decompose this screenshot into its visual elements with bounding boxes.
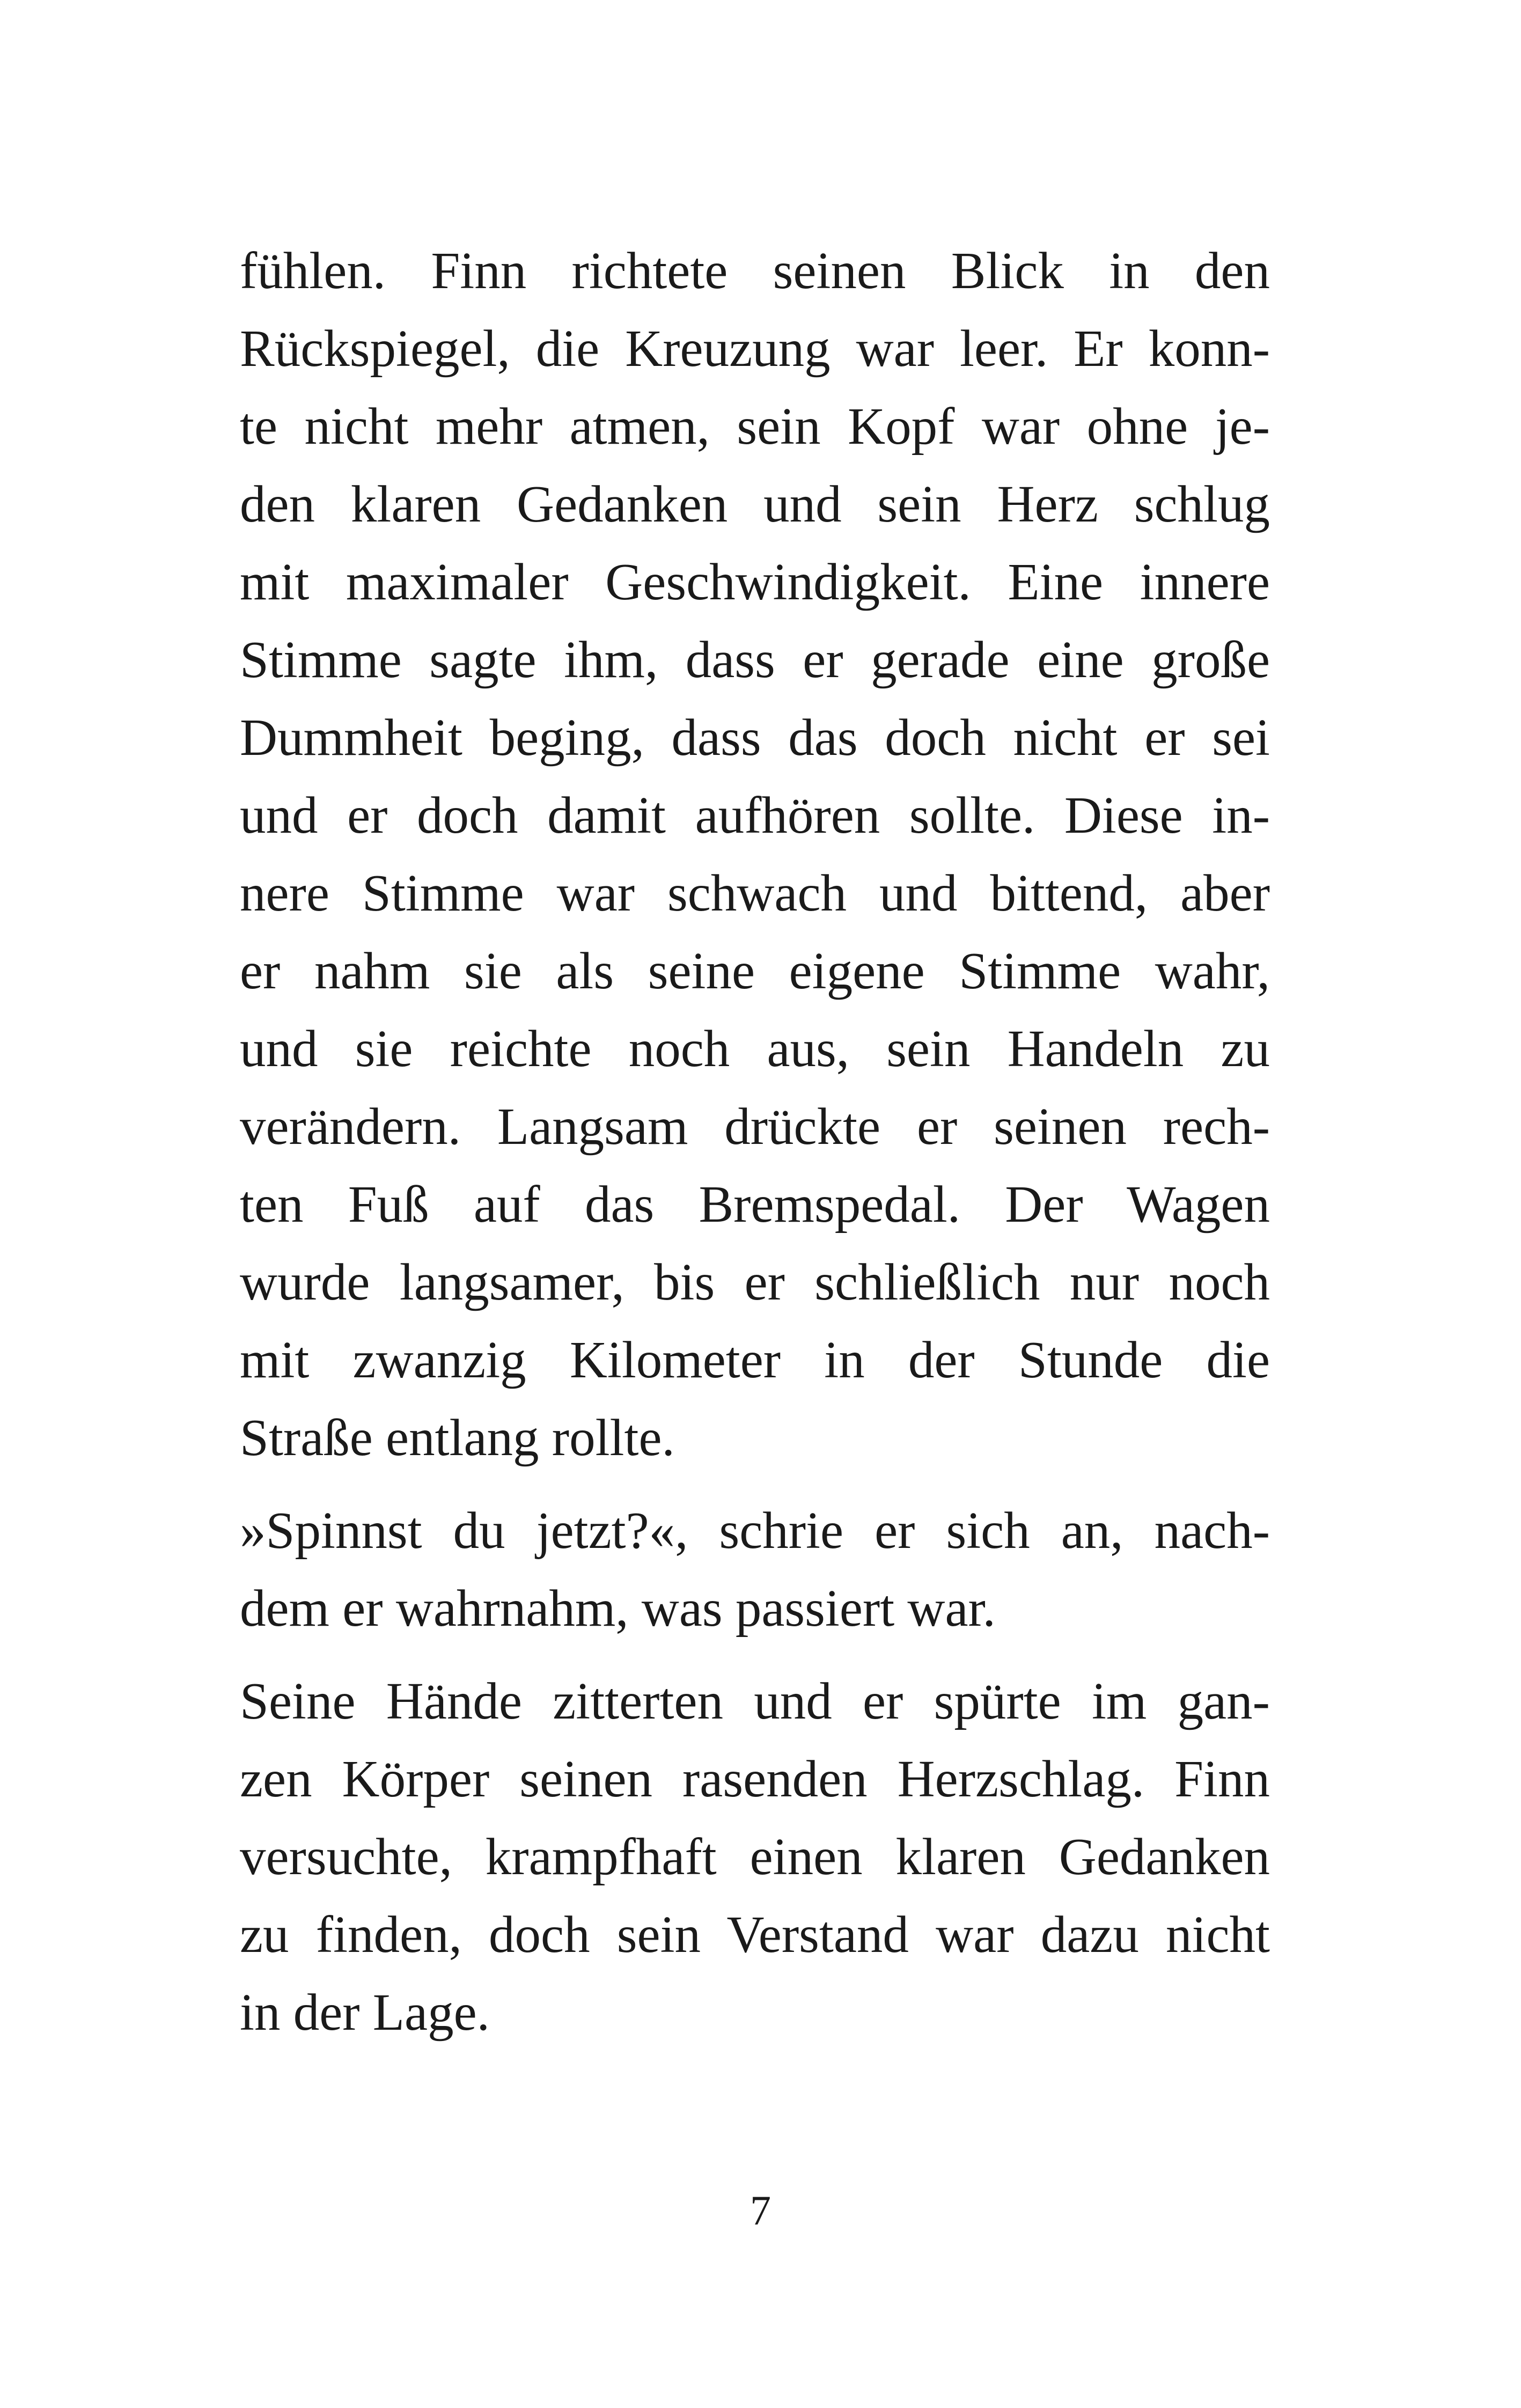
text-line: Stimme sagte ihm, dass er gerade eine große — [240, 631, 1270, 688]
text-line: ten Fuß auf das Bremspedal. Der Wagen — [240, 1176, 1270, 1233]
text-line: Rückspiegel, die Kreuzung war leer. Er konn- — [240, 320, 1270, 377]
body-text — [240, 232, 1270, 2051]
text-line: Seine Hände zitterten und er spürte im gan- — [240, 1672, 1270, 1730]
paragraph — [240, 1662, 1270, 2051]
text-line: verändern. Langsam drückte er seinen rech- — [240, 1098, 1270, 1155]
text-line: den klaren Gedanken und sein Herz schlug — [240, 475, 1270, 533]
text-line: zu finden, doch sein Verstand war dazu nicht — [240, 1906, 1270, 1963]
text-line: te nicht mehr atmen, sein Kopf war ohne je- — [240, 398, 1270, 455]
text-line: zen Körper seinen rasenden Herzschlag. Finn — [240, 1750, 1270, 1808]
text-line: mit maximaler Geschwindigkeit. Eine innere — [240, 553, 1270, 611]
text-line: versuchte, krampfhaft einen klaren Gedanken — [240, 1828, 1270, 1885]
text-line: mit zwanzig Kilometer in der Stunde die — [240, 1331, 1270, 1389]
text-line: fühlen. Finn richtete seinen Blick in den — [240, 242, 1270, 299]
text-line: in der Lage. — [240, 1984, 490, 2041]
text-line: dem er wahrnahm, was passiert war. — [240, 1580, 996, 1637]
page-number: 7 — [750, 2187, 771, 2234]
paragraph — [240, 1492, 1270, 1647]
text-line: nere Stimme war schwach und bittend, aber — [240, 864, 1270, 922]
text-line: er nahm sie als seine eigene Stimme wahr, — [240, 942, 1270, 1000]
paragraph — [240, 232, 1270, 1477]
text-line: Dummheit beging, dass das doch nicht er sei — [240, 709, 1270, 766]
text-line: »Spinnst du jetzt?«, schrie er sich an, nach- — [240, 1502, 1270, 1559]
text-line: und er doch damit aufhören sollte. Diese in- — [240, 787, 1270, 844]
text-line: wurde langsamer, bis er schließlich nur noch — [240, 1253, 1270, 1311]
text-line: und sie reichte noch aus, sein Handeln zu — [240, 1020, 1270, 1077]
text-line: Straße entlang rollte. — [240, 1409, 675, 1466]
